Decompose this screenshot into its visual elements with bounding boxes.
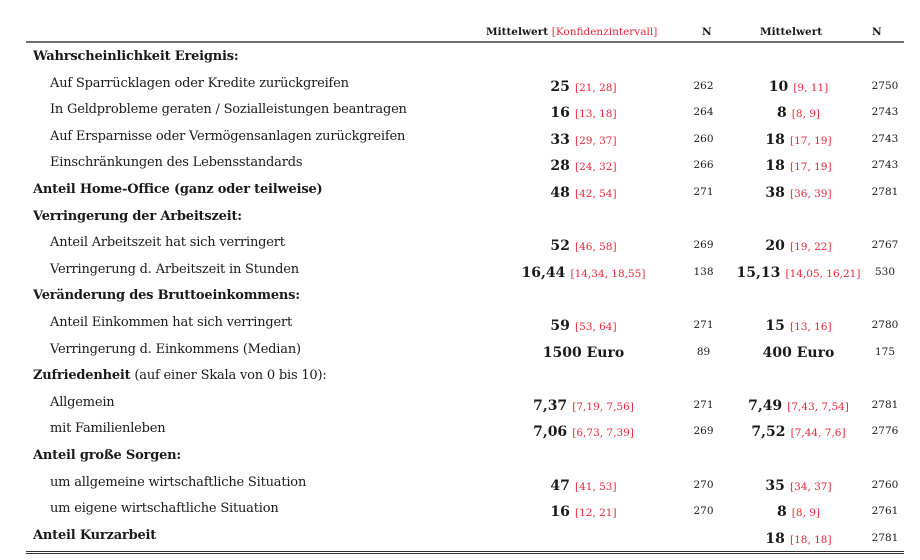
mean-value-1: 52 [46, 58] <box>550 238 617 255</box>
n-value-1: 264 <box>693 106 714 119</box>
n-value-1: 270 <box>693 478 714 491</box>
table-header <box>26 24 904 43</box>
row-label: mit Familienleben <box>50 421 166 437</box>
mean-value-2: 10 [9, 11] <box>768 78 829 95</box>
table-group-row <box>26 363 904 390</box>
row-label: Veränderung des Bruttoeinkommens: <box>33 288 300 304</box>
table-row <box>26 257 904 284</box>
n-value-1: 262 <box>693 79 714 92</box>
row-label: Verringerung der Arbeitszeit: <box>33 208 242 224</box>
header-mean-ci-1 <box>486 26 657 38</box>
mean-value-2: 20 [19, 22] <box>765 238 832 255</box>
row-label: Verringerung d. Arbeitszeit in Stunden <box>50 261 299 277</box>
mean-value-1: 7,06 [6,73, 7,39] <box>533 424 634 441</box>
table-group-row <box>26 204 904 231</box>
table-group-row <box>26 283 904 310</box>
mean-value-1: 47 [41, 53] <box>550 477 617 494</box>
mean-value-1: 25 [21, 28] <box>550 78 617 95</box>
mean-value-2: 18 [17, 19] <box>765 158 832 175</box>
n-value-2: 175 <box>874 345 896 358</box>
n-value-1: 138 <box>693 265 714 278</box>
mean-value-1: 7,37 [7,19, 7,56] <box>533 397 634 414</box>
mean-value-2: 8 [8, 9] <box>776 105 821 122</box>
n-value-1: 269 <box>693 425 714 438</box>
mean-value-2: 18 [18, 18] <box>765 530 832 547</box>
mean-value-1: 48 [42, 54] <box>550 184 617 201</box>
row-label: In Geldprobleme geraten / Sozialleistungen beantragen <box>50 102 407 118</box>
table-row <box>26 496 904 523</box>
table-body <box>26 44 904 549</box>
mean-value-1: 33 [29, 37] <box>550 131 617 148</box>
row-label: Allgemein <box>50 394 115 410</box>
row-label: Anteil Arbeitszeit hat sich verringert <box>50 235 285 251</box>
table-row <box>26 97 904 124</box>
n-value-2: 2760 <box>871 478 899 491</box>
header-mean-2: Mittelwert <box>760 26 823 38</box>
mean-value-1: 59 [53, 64] <box>550 317 617 334</box>
row-label: Anteil große Sorgen: <box>33 447 182 463</box>
n-value-1: 266 <box>693 159 714 172</box>
n-value-2: 2781 <box>871 531 899 544</box>
header-n-2: N <box>872 26 882 38</box>
table-row <box>26 416 904 443</box>
n-value-2: 2743 <box>871 132 899 145</box>
mean-value-2: 8 [8, 9] <box>776 504 821 521</box>
n-value-2: 2767 <box>871 239 899 252</box>
table-group-row <box>26 523 904 550</box>
table-group-row <box>26 44 904 71</box>
table-row <box>26 71 904 98</box>
n-value-2: 2781 <box>871 398 899 411</box>
n-value-1: 89 <box>696 345 711 358</box>
table-group-row <box>26 177 904 204</box>
mean-value-2: 400 Euro <box>762 344 835 361</box>
header-mean-label: Mittelwert <box>486 26 549 38</box>
mean-value-1: 1500 Euro <box>542 344 625 361</box>
n-value-2: 2743 <box>871 106 899 119</box>
row-label: Auf Sparrücklagen oder Kredite zurückgreifen <box>50 75 349 91</box>
mean-value-2: 15 [13, 16] <box>765 317 832 334</box>
n-value-2: 2781 <box>871 185 899 198</box>
row-label: Wahrscheinlichkeit Ereignis: <box>33 49 239 64</box>
mean-value-2: 7,49 [7,43, 7,54] <box>748 397 849 414</box>
mean-value-2: 38 [36, 39] <box>765 184 832 201</box>
table-row <box>26 310 904 337</box>
table-row <box>26 150 904 177</box>
n-value-1: 271 <box>693 185 714 198</box>
row-label: Anteil Home-Office (ganz oder teilweise) <box>33 181 323 197</box>
row-label: um allgemeine wirtschaftliche Situation <box>50 474 307 490</box>
n-value-1: 260 <box>693 132 714 145</box>
table-bottom-rule <box>26 551 904 554</box>
n-value-2: 2761 <box>871 505 899 518</box>
n-value-2: 2743 <box>871 159 899 172</box>
table-row <box>26 390 904 417</box>
row-label: Einschränkungen des Lebensstandards <box>50 155 303 171</box>
n-value-1: 270 <box>693 505 714 518</box>
mean-value-2: 18 [17, 19] <box>765 131 832 148</box>
row-label: Auf Ersparnisse oder Vermögensanlagen zurückgreifen <box>50 128 406 144</box>
row-label: um eigene wirtschaftliche Situation <box>50 501 279 517</box>
table-group-row <box>26 443 904 470</box>
header-ci-label: [Konfidenzintervall] <box>551 26 658 38</box>
table-row <box>26 124 904 151</box>
mean-value-1: 16 [13, 18] <box>550 105 617 122</box>
n-value-2: 2750 <box>871 79 899 92</box>
mean-value-2: 15,13 [14,05, 16,21] <box>736 264 861 281</box>
n-value-2: 2776 <box>871 425 899 438</box>
mean-value-2: 35 [34, 37] <box>765 477 832 494</box>
n-value-1: 271 <box>693 318 714 331</box>
n-value-2: 2780 <box>871 318 899 331</box>
mean-value-1: 16,44 [14,34, 18,55] <box>521 264 646 281</box>
n-value-2: 530 <box>874 265 896 278</box>
table-row <box>26 230 904 257</box>
table-row <box>26 470 904 497</box>
row-label: Verringerung d. Einkommens (Median) <box>50 341 301 357</box>
row-label: Anteil Kurzarbeit <box>33 527 157 543</box>
row-label: Anteil Einkommen hat sich verringert <box>50 314 293 330</box>
mean-value-1: 16 [12, 21] <box>550 504 617 521</box>
mean-value-2: 7,52 [7,44, 7,6] <box>751 424 846 441</box>
header-n-1: N <box>702 26 712 38</box>
mean-value-1: 28 [24, 32] <box>550 158 617 175</box>
row-label: Zufriedenheit (auf einer Skala von 0 bis 10): <box>33 368 327 384</box>
n-value-1: 271 <box>693 398 714 411</box>
table-row <box>26 337 904 364</box>
n-value-1: 269 <box>693 239 714 252</box>
